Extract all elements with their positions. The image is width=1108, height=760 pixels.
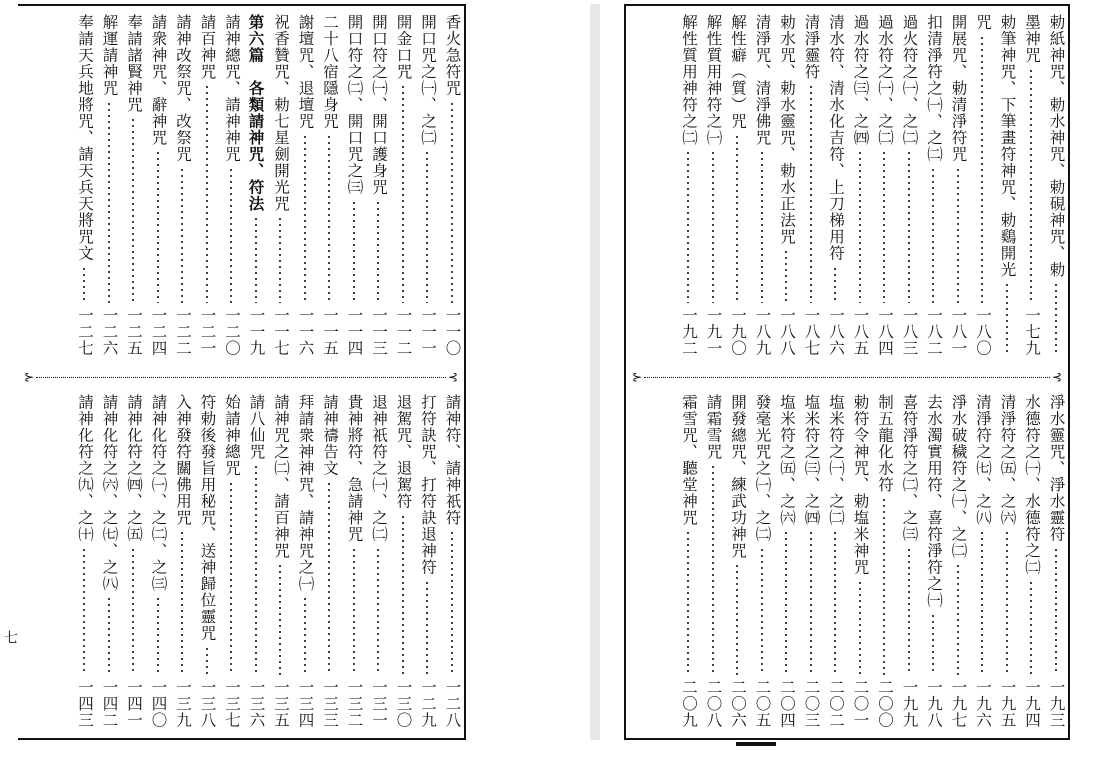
toc-entry-title: 請衆神咒、辭神咒	[149, 14, 168, 146]
toc-page-number: 一一九	[247, 306, 266, 356]
toc-entry-title: 淨水破穢符之㈠、之㈡	[949, 394, 968, 559]
toc-entry	[1044, 394, 1069, 728]
toc-entry	[170, 394, 195, 728]
dot-leader	[908, 150, 910, 303]
toc-entry-title: 過火符之㈠、之㈡	[900, 14, 919, 146]
toc-page-number: 一九四	[1023, 678, 1041, 728]
toc-entry	[415, 394, 440, 728]
toc-page-number: 一三一	[370, 678, 388, 728]
toc-page-number: 二〇五	[753, 678, 772, 728]
toc-entry	[725, 14, 750, 356]
toc-page-number: 一九三	[1047, 678, 1066, 728]
toc-page-number: 二〇一	[851, 678, 870, 728]
dot-leader	[1030, 68, 1032, 303]
dot-leader	[157, 596, 159, 675]
dot-leader	[402, 84, 404, 303]
toc-page-number: 一二八	[443, 678, 462, 728]
toc-page-number: 二〇二	[827, 678, 845, 728]
toc-entry	[676, 394, 701, 728]
toc-entry-title: 請百神咒	[198, 14, 217, 80]
dot-leader	[1055, 282, 1057, 352]
toc-page-number: 一八七	[802, 306, 821, 356]
toc-page-number: 一四三	[76, 678, 94, 728]
dot-leader	[810, 84, 812, 303]
toc-entry-title: 塩米符之㈢、之㈣	[802, 394, 821, 526]
toc-entry	[72, 394, 97, 728]
toc-entry	[366, 14, 391, 356]
dot-leader	[810, 530, 812, 675]
dot-leader	[108, 101, 110, 303]
toc-entry-title: 塩米符之㈠、之㈡	[827, 394, 845, 526]
toc-entry	[293, 14, 318, 356]
dot-leader	[1030, 580, 1032, 675]
toc-page-number: 一八二	[925, 306, 943, 356]
dot-leader	[426, 150, 428, 303]
toc-page-number: 一一〇	[443, 306, 462, 356]
toc-entry	[97, 14, 122, 356]
toc-entry-title: 清淨靈符	[802, 14, 821, 80]
toc-page-number: 一三三	[321, 678, 339, 728]
dot-leader	[785, 249, 787, 303]
toc-entry	[725, 394, 750, 728]
dot-leader	[859, 580, 861, 675]
toc-page-number: 一一四	[345, 306, 364, 356]
right-page-upper-contents	[626, 14, 1068, 356]
toc-entry	[293, 394, 318, 728]
toc-entry-title: 發毫光咒之㈠、之㈡	[753, 394, 772, 543]
toc-page-number: 一三〇	[394, 678, 413, 728]
toc-page-number: 一八六	[827, 306, 845, 356]
dot-leader	[883, 150, 885, 303]
bottom-tab-mark	[736, 742, 776, 746]
dot-leader	[834, 266, 836, 303]
toc-page-number: 一九八	[925, 678, 943, 728]
toc-entry	[946, 14, 971, 356]
toc-page-number: 一四二	[100, 678, 119, 728]
toc-entry-title: 二十八宿隱身咒	[321, 14, 339, 130]
toc-entry	[774, 394, 799, 728]
toc-page-number: 一八五	[851, 306, 870, 356]
section-divider	[24, 370, 458, 384]
toc-entry	[342, 14, 367, 356]
toc-page-number: 一九〇	[729, 306, 747, 356]
toc-entry	[921, 14, 946, 356]
toc-page-number: 一九六	[974, 678, 992, 728]
toc-entry	[195, 394, 220, 728]
toc-entry	[676, 14, 701, 356]
toc-entry-title: 退駕咒、退駕符	[394, 394, 413, 510]
dot-leader	[181, 167, 183, 303]
toc-entry	[97, 394, 122, 728]
dot-leader	[761, 547, 763, 675]
dot-leader	[785, 530, 787, 675]
toc-page-number: 一八三	[900, 306, 919, 356]
toc-page-number: 一三七	[223, 678, 241, 728]
toc-page-number: 一二一	[198, 306, 217, 356]
toc-page-number: 二〇〇	[876, 678, 894, 728]
dot-leader	[883, 497, 885, 675]
toc-entry-title: 請神化符之㈥、之㈦、之㈧	[100, 394, 119, 592]
toc-entry	[750, 14, 775, 356]
toc-page-number: 一一三	[370, 306, 388, 356]
dot-leader	[255, 216, 257, 303]
dot-leader	[83, 547, 85, 675]
toc-entry-title: 奉請天兵地將咒、請天兵天將咒文	[76, 14, 94, 262]
dot-leader	[206, 84, 208, 303]
toc-page-number: 一九五	[998, 678, 1017, 728]
toc-entry	[897, 14, 922, 356]
toc-entry	[799, 14, 824, 356]
toc-entry	[701, 394, 726, 728]
toc-page-number: 一二九	[419, 678, 437, 728]
toc-entry-title: 開發總咒、練武功神咒	[729, 394, 747, 559]
toc-page-number: 一三四	[296, 678, 315, 728]
toc-page-number: 二〇八	[704, 678, 723, 728]
toc-entry	[872, 394, 897, 728]
dot-leader	[279, 563, 281, 675]
toc-entry	[391, 14, 416, 356]
toc-entry-title: 勅符令神咒、勅塩米神咒	[851, 394, 870, 576]
dot-leader	[328, 134, 330, 303]
toc-entry	[872, 14, 897, 356]
divider-ornament-right: ⊰	[447, 370, 458, 384]
toc-page-number: 一九二	[680, 306, 698, 356]
dot-leader	[304, 134, 306, 303]
dot-leader	[402, 514, 404, 675]
dot-leader	[859, 150, 861, 303]
toc-entry	[897, 394, 922, 728]
section-heading	[244, 14, 269, 356]
toc-entry-title: 請神總咒、請神神咒	[223, 14, 241, 163]
toc-entry	[219, 14, 244, 356]
toc-page-number: 一四一	[125, 678, 143, 728]
toc-entry	[946, 394, 971, 728]
toc-entry	[366, 394, 391, 728]
divider-ornament-left: ⊱	[24, 370, 35, 384]
toc-entry-title: 霜雪咒、聽堂神咒	[680, 394, 698, 526]
toc-entry	[72, 14, 97, 356]
page-edge-mark: 七	[2, 630, 18, 644]
toc-entry	[1019, 14, 1044, 356]
toc-entry-title: 清淨符之㈤、之㈥	[998, 394, 1017, 526]
dot-leader	[377, 200, 379, 303]
toc-entry	[391, 394, 416, 728]
dot-leader	[761, 150, 763, 303]
dot-leader	[83, 266, 85, 303]
toc-page-number: 一八四	[876, 306, 894, 356]
dot-leader	[132, 117, 134, 303]
toc-entry-title: 開口符之㈠、開口護身咒	[370, 14, 388, 196]
toc-entry	[848, 14, 873, 356]
toc-entry-title: 過水符之㈠、之㈡	[876, 14, 894, 146]
toc-page-number: 一一六	[296, 306, 315, 356]
toc-entry-title: 請神咒之㈡、請百神咒	[272, 394, 290, 559]
toc-page-number: 一九七	[949, 678, 968, 728]
toc-page-number: 一二四	[149, 306, 168, 356]
toc-entry-title: 請神化符之㈠、之㈡、之㈢	[149, 394, 168, 592]
toc-entry-title: 清淨符之㈦、之㈧	[974, 394, 992, 526]
dot-leader	[328, 481, 330, 675]
dot-leader	[206, 646, 208, 675]
toc-entry	[440, 394, 465, 728]
toc-page-number: 一九一	[704, 306, 723, 356]
toc-entry	[774, 14, 799, 356]
dot-leader	[353, 200, 355, 303]
dot-leader	[712, 464, 714, 675]
toc-page-number: 一七九	[1023, 306, 1041, 356]
dot-leader	[687, 530, 689, 675]
toc-page-number: 一八一	[949, 306, 968, 356]
toc-entry	[121, 14, 146, 356]
toc-entry-title: 去水濁實用符、喜符淨符之㈠	[925, 394, 943, 609]
toc-page-number: 一一一	[419, 306, 437, 356]
toc-page-number: 一二五	[125, 306, 143, 356]
dot-leader	[181, 530, 183, 675]
toc-entry-title: 塩米符之㈤、之㈥	[778, 394, 796, 526]
toc-page-number: 一一二	[394, 306, 413, 356]
toc-entry	[848, 394, 873, 728]
toc-entry-title: 勅筆神咒、下筆畫符神咒、勅鷄開光	[998, 14, 1017, 278]
toc-page-number: 一二二	[174, 306, 192, 356]
toc-entry-title: 開金口咒	[394, 14, 413, 80]
toc-entry-title: 清水符、清水化吉符、上刀梯用符	[827, 14, 845, 262]
toc-entry-title: 請神禱告文	[321, 394, 339, 477]
toc-entry-title: 香火急符咒	[443, 14, 462, 97]
divider-ornament-right: ⊰	[1051, 370, 1062, 384]
dot-leader	[132, 547, 134, 675]
toc-entry-title: 喜符淨符之㈡、之㈢	[900, 394, 919, 543]
dot-leader	[957, 167, 959, 303]
toc-entry	[823, 394, 848, 728]
toc-entry-title: 祝香贊咒、勅七星劍開光咒	[272, 14, 290, 212]
toc-entry-title: 開口符之㈡、開口咒之㈢	[345, 14, 364, 196]
dot-leader	[932, 167, 934, 303]
toc-entry	[268, 394, 293, 728]
toc-page-number: 一三六	[247, 678, 266, 728]
toc-entry-title: 勅紙神咒、勅水神咒、勅硯神咒、勅	[1047, 14, 1066, 278]
toc-page-number: 一一五	[321, 306, 339, 356]
dot-leader	[712, 150, 714, 303]
toc-entry	[440, 14, 465, 356]
toc-entry	[921, 394, 946, 728]
toc-entry	[970, 394, 995, 728]
right-page-lower-contents	[626, 394, 1068, 728]
dot-leader	[304, 596, 306, 675]
toc-entry-title: 水德符之㈠、水德符之㈡	[1023, 394, 1041, 576]
toc-entry-title: 請霜雪咒	[704, 394, 723, 460]
toc-entry	[317, 14, 342, 356]
dot-leader	[279, 216, 281, 303]
dot-leader	[377, 547, 379, 675]
toc-entry-title: 開展咒、勅清淨符咒	[949, 14, 968, 163]
toc-page-number: 一九九	[900, 678, 919, 728]
toc-entry-title: 退神祇符之㈠、之㈡	[370, 394, 388, 543]
toc-page-number: 一三二	[345, 678, 364, 728]
toc-entry	[170, 14, 195, 356]
right-page	[624, 4, 1070, 740]
toc-entry-title: 請神符、請神祇符	[443, 394, 462, 526]
toc-entry-title: 咒	[974, 14, 992, 31]
toc-entry	[701, 14, 726, 356]
left-page-upper-contents	[18, 14, 464, 356]
toc-entry-title: 貴神將符、急請神咒	[345, 394, 364, 543]
dot-leader	[908, 547, 910, 675]
dot-leader	[981, 35, 983, 303]
dot-leader	[957, 563, 959, 675]
toc-entry	[268, 14, 293, 356]
toc-page-number: 二〇九	[680, 678, 698, 728]
toc-page-number: 一八八	[778, 306, 796, 356]
toc-entry-title: 請神化符之㈣、之㈤	[125, 394, 143, 543]
toc-entry	[195, 14, 220, 356]
toc-entry	[317, 394, 342, 728]
dot-leader	[932, 613, 934, 675]
dot-leader	[426, 580, 428, 675]
toc-entry	[995, 394, 1020, 728]
dot-leader	[230, 481, 232, 675]
toc-entry	[799, 394, 824, 728]
dot-leader	[255, 464, 257, 675]
dot-leader	[108, 596, 110, 675]
toc-entry	[995, 14, 1020, 356]
toc-entry-title: 請神化符之㈨、之㈩	[76, 394, 94, 543]
toc-entry-title: 拜請衆神神咒、請神咒之㈠	[296, 394, 315, 592]
toc-entry	[146, 14, 171, 356]
dot-leader	[834, 530, 836, 675]
toc-entry-title: 入神發符關佛用咒	[174, 394, 192, 526]
toc-page-number: 一三五	[272, 678, 290, 728]
toc-page-number: 一二六	[100, 306, 119, 356]
toc-entry	[415, 14, 440, 356]
page-gutter	[590, 4, 600, 740]
toc-entry-title: 符勅後發旨用秘咒、送神歸位靈咒	[198, 394, 217, 642]
toc-entry-title: 制五龍化水符	[876, 394, 894, 493]
toc-entry-title: 墨神咒	[1023, 14, 1041, 64]
toc-page-number: 一一七	[272, 306, 290, 356]
toc-entry-title: 開口咒之㈠、之㈡	[419, 14, 437, 146]
toc-entry-title: 解運請神咒	[100, 14, 119, 97]
toc-entry	[146, 394, 171, 728]
toc-entry	[970, 14, 995, 356]
toc-entry-title: 奉請諸賢神咒	[125, 14, 143, 113]
dot-leader	[451, 101, 453, 303]
toc-page-number: 一二七	[76, 306, 94, 356]
dot-leader	[736, 134, 738, 303]
dot-leader	[736, 563, 738, 675]
toc-page-number: 一四〇	[149, 678, 168, 728]
toc-entry-title: 解性質用神符之㈡	[680, 14, 698, 146]
toc-entry	[342, 394, 367, 728]
dot-leader	[1006, 530, 1008, 675]
toc-entry	[750, 394, 775, 728]
toc-entry	[244, 394, 269, 728]
toc-page-number: 二〇三	[802, 678, 821, 728]
toc-entry	[1044, 14, 1069, 356]
toc-entry-title: 解性癖（質）咒	[729, 14, 747, 130]
toc-entry-title: 過水符之㈢、之㈣	[851, 14, 870, 146]
toc-entry-title: 第六篇 各類請神咒、符法	[246, 14, 266, 212]
dot-leader	[353, 547, 355, 675]
left-page-lower-contents	[18, 394, 464, 728]
toc-page-number: 一三八	[198, 678, 217, 728]
dot-leader	[687, 150, 689, 303]
toc-entry-title: 打符訣咒、打符訣退神符	[419, 394, 437, 576]
toc-entry-title: 始請神總咒	[223, 394, 241, 477]
dot-leader	[157, 150, 159, 303]
toc-page-number: 一二〇	[223, 306, 241, 356]
toc-entry-title: 謝壇咒、退壇咒	[296, 14, 315, 130]
toc-entry-title: 請神改祭咒、改祭咒	[174, 14, 192, 163]
dot-leader	[451, 530, 453, 675]
toc-entry-title: 解性質用神符之㈠	[704, 14, 723, 146]
toc-entry-title: 扣清淨符之㈠、之㈡	[925, 14, 943, 163]
left-page	[18, 4, 466, 740]
toc-page-number: 一八九	[753, 306, 772, 356]
toc-entry-title: 淨水靈咒、淨水靈符	[1047, 394, 1066, 543]
toc-page-number: 二〇四	[778, 678, 796, 728]
section-divider	[632, 370, 1062, 384]
toc-entry-title: 請八仙咒	[247, 394, 266, 460]
divider-ornament-left: ⊱	[632, 370, 643, 384]
toc-entry	[219, 394, 244, 728]
dot-leader	[1006, 282, 1008, 352]
toc-entry	[121, 394, 146, 728]
toc-entry	[823, 14, 848, 356]
toc-page-number: 一八〇	[974, 306, 992, 356]
toc-entry	[1019, 394, 1044, 728]
toc-page-number: 二〇六	[729, 678, 747, 728]
toc-entry-title: 勅水咒、勅水靈咒、勅水正法咒	[778, 14, 796, 245]
toc-page-number: 一三九	[174, 678, 192, 728]
dot-leader	[230, 167, 232, 303]
dot-leader	[981, 530, 983, 675]
dot-leader	[1055, 547, 1057, 675]
toc-entry-title: 清淨咒、清淨佛咒	[753, 14, 772, 146]
